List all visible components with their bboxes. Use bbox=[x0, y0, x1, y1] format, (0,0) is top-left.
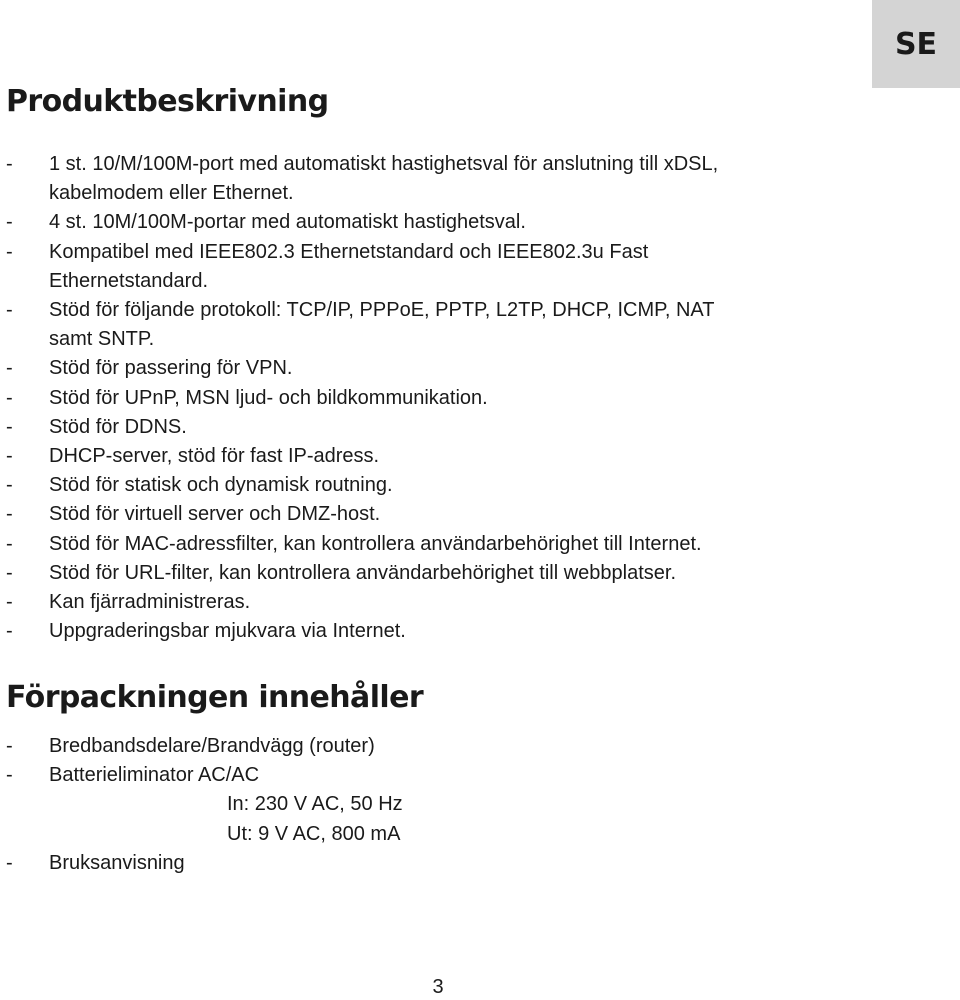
bullet-dash: - bbox=[6, 532, 13, 555]
list-item-text: kabelmodem eller Ethernet. bbox=[49, 182, 294, 205]
list-item bbox=[0, 296, 880, 354]
list-item bbox=[0, 471, 880, 500]
list-item-text: Bredbandsdelare/Brandvägg (router) bbox=[49, 735, 375, 757]
page-number: 3 bbox=[432, 976, 444, 998]
list-item-text: 4 st. 10M/100M-portar med automatiskt hastighetsval. bbox=[49, 211, 526, 234]
bullet-dash: - bbox=[6, 503, 13, 526]
adapter-input-spec: In: 230 V AC, 50 Hz bbox=[227, 793, 403, 816]
product-features-list bbox=[0, 150, 880, 646]
list-item bbox=[0, 617, 880, 646]
bullet-dash: - bbox=[6, 474, 13, 497]
adapter-output-spec: Ut: 9 V AC, 800 mA bbox=[227, 822, 401, 845]
list-item-text: Stöd för UPnP, MSN ljud- och bildkommunikation. bbox=[49, 386, 488, 409]
bullet-dash: - bbox=[6, 415, 13, 438]
bullet-dash: - bbox=[6, 445, 13, 468]
bullet-dash: - bbox=[6, 735, 13, 757]
list-item-manual bbox=[0, 849, 600, 878]
list-item bbox=[0, 442, 880, 471]
list-item bbox=[0, 238, 880, 296]
list-item bbox=[0, 384, 880, 413]
list-item-text: Kan fjärradministreras. bbox=[49, 591, 251, 614]
bullet-dash: - bbox=[6, 211, 13, 234]
bullet-dash: - bbox=[6, 561, 13, 584]
list-item-text: Stöd för statisk och dynamisk routning. bbox=[49, 474, 393, 497]
list-item bbox=[0, 530, 880, 559]
bullet-dash: - bbox=[6, 764, 13, 787]
list-item-text: Stöd för DDNS. bbox=[49, 415, 187, 438]
list-item-text: Stöd för följande protokoll: TCP/IP, PPPoE, PPTP, L2TP, DHCP, ICMP, NAT bbox=[49, 299, 715, 322]
list-item-text: Bruksanvisning bbox=[49, 851, 185, 874]
bullet-dash: - bbox=[6, 357, 13, 380]
list-item-text: DHCP-server, stöd för fast IP-adress. bbox=[49, 445, 380, 468]
list-item-router bbox=[0, 732, 600, 761]
list-item bbox=[0, 413, 880, 442]
bullet-dash: - bbox=[6, 851, 13, 874]
list-item-adapter bbox=[0, 761, 600, 849]
bullet-dash: - bbox=[6, 591, 13, 614]
list-item-text: Stöd för MAC-adressfilter, kan kontrollera användarbehörighet till Internet. bbox=[49, 532, 702, 555]
bullet-dash: - bbox=[6, 240, 13, 263]
bullet-dash: - bbox=[6, 386, 13, 409]
list-item bbox=[0, 150, 880, 208]
list-item bbox=[0, 500, 880, 529]
list-item bbox=[0, 559, 880, 588]
bullet-dash: - bbox=[6, 620, 13, 643]
list-item-text: Kompatibel med IEEE802.3 Ethernetstandard och IEEE802.3u Fast bbox=[49, 240, 649, 263]
list-item-text: Batterieliminator AC/AC bbox=[49, 764, 260, 787]
package-contents-heading: Förpackningen innehåller bbox=[6, 680, 424, 715]
bullet-dash: - bbox=[6, 299, 13, 322]
list-item-text: 1 st. 10/M/100M-port med automatiskt hastighetsval för anslutning till xDSL, bbox=[49, 153, 719, 175]
list-item bbox=[0, 588, 880, 617]
list-item bbox=[0, 208, 880, 237]
list-item-text: Stöd för virtuell server och DMZ-host. bbox=[49, 503, 381, 526]
list-item-text: Stöd för passering för VPN. bbox=[49, 357, 293, 380]
list-item-text: Ethernetstandard. bbox=[49, 269, 208, 292]
package-contents-list bbox=[0, 732, 600, 878]
list-item-text: samt SNTP. bbox=[49, 328, 155, 351]
bullet-dash: - bbox=[6, 153, 13, 175]
product-description-heading: Produktbeskrivning bbox=[6, 84, 329, 119]
list-item bbox=[0, 354, 880, 383]
list-item-text: Uppgraderingsbar mjukvara via Internet. bbox=[49, 620, 406, 643]
list-item-text: Stöd för URL-filter, kan kontrollera användarbehörighet till webbplatser. bbox=[49, 561, 677, 584]
language-tab: SE bbox=[872, 0, 960, 88]
